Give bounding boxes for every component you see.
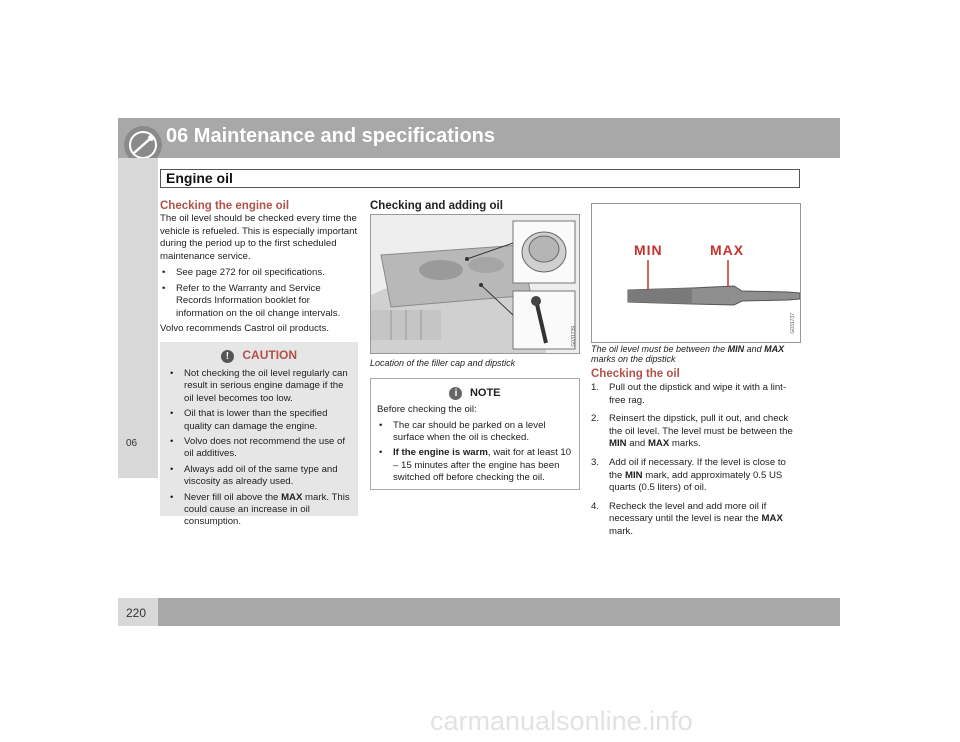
page-number: 220 <box>126 606 147 620</box>
chapter-tab-number: 06 <box>126 438 138 449</box>
dipstick-image <box>591 203 801 343</box>
list-item: • Volvo does not recommend the use of oil additives. <box>168 436 352 461</box>
min-mark-label: MIN <box>634 242 663 258</box>
list-item: 4. Recheck the level and add more oil if necessary until the level is near the MAX mark. <box>591 500 783 537</box>
caution-list <box>168 368 352 529</box>
intro-paragraph: The oil level should be checked every time the vehicle is refueled. This is especially important during the period up to the first scheduled maintenance service. <box>160 213 358 262</box>
list-item: • If the engine is warm, wait for at least 10 – 15 minutes after the engine has been switched off before checking the oil. <box>377 447 573 484</box>
recommend-text: Volvo recommends Castrol oil products. <box>160 323 330 334</box>
list-item: • See page 272 for oil specifications. <box>160 267 358 279</box>
section-heading: Checking the engine oil <box>160 200 290 212</box>
section-heading: Checking and adding oil <box>370 200 503 212</box>
list-item: • Oil that is lower than the specified quality can damage the engine. <box>168 408 352 433</box>
engine-bay-image <box>370 214 580 354</box>
list-item: 2. Reinsert the dipstick, pull it out, and check the oil level. The level must be between the MIN and MAX marks. <box>591 413 793 450</box>
note-intro: Before checking the oil: <box>377 404 477 415</box>
spec-bullet-list <box>160 267 358 320</box>
image-code: G031739 <box>571 326 577 347</box>
note-box <box>370 378 580 490</box>
list-item: • Never fill oil above the MAX mark. This could cause an increase in oil consumption. <box>168 492 352 529</box>
list-item: 1. Pull out the dipstick and wipe it with a lint-free rag. <box>591 382 787 406</box>
note-title: NOTE <box>469 387 501 399</box>
list-item: • The car should be parked on a level surface when the oil is checked. <box>377 420 573 445</box>
steps-list <box>591 382 801 545</box>
section-bar <box>160 169 800 188</box>
footer-band <box>158 598 840 626</box>
max-mark-label: MAX <box>710 242 745 258</box>
column-1 <box>160 200 358 336</box>
image-caption: Location of the filler cap and dipstick <box>370 358 516 368</box>
caution-title: CAUTION <box>242 348 298 362</box>
list-item: • Not checking the oil level regularly can result in serious engine damage if the oil level becomes too low. <box>168 368 352 405</box>
list-item: 3. Add oil if necessary. If the level is close to the MIN mark, add approximately 0.5 US quarts (0.5 liters) of oil. <box>591 456 786 494</box>
warning-icon: ! <box>221 350 234 363</box>
list-item: • Refer to the Warranty and Service Records Information booklet for information on the oil change intervals. <box>160 283 358 320</box>
image-code: G031737 <box>790 313 796 334</box>
note-list <box>377 420 573 485</box>
section-title: Engine oil <box>166 170 233 186</box>
chapter-tab-strip <box>118 158 158 478</box>
section-heading: Checking the oil <box>591 368 680 380</box>
chapter-title: 06 Maintenance and specifications <box>166 125 495 147</box>
watermark: carmanualsonline.info <box>430 706 693 736</box>
list-item: • Always add oil of the same type and viscosity as already used. <box>168 464 352 489</box>
dipstick-caption: The oil level must be between the MIN and MAX marks on the dipstick <box>591 344 785 364</box>
caution-box <box>160 342 358 528</box>
info-icon: i <box>449 387 462 400</box>
